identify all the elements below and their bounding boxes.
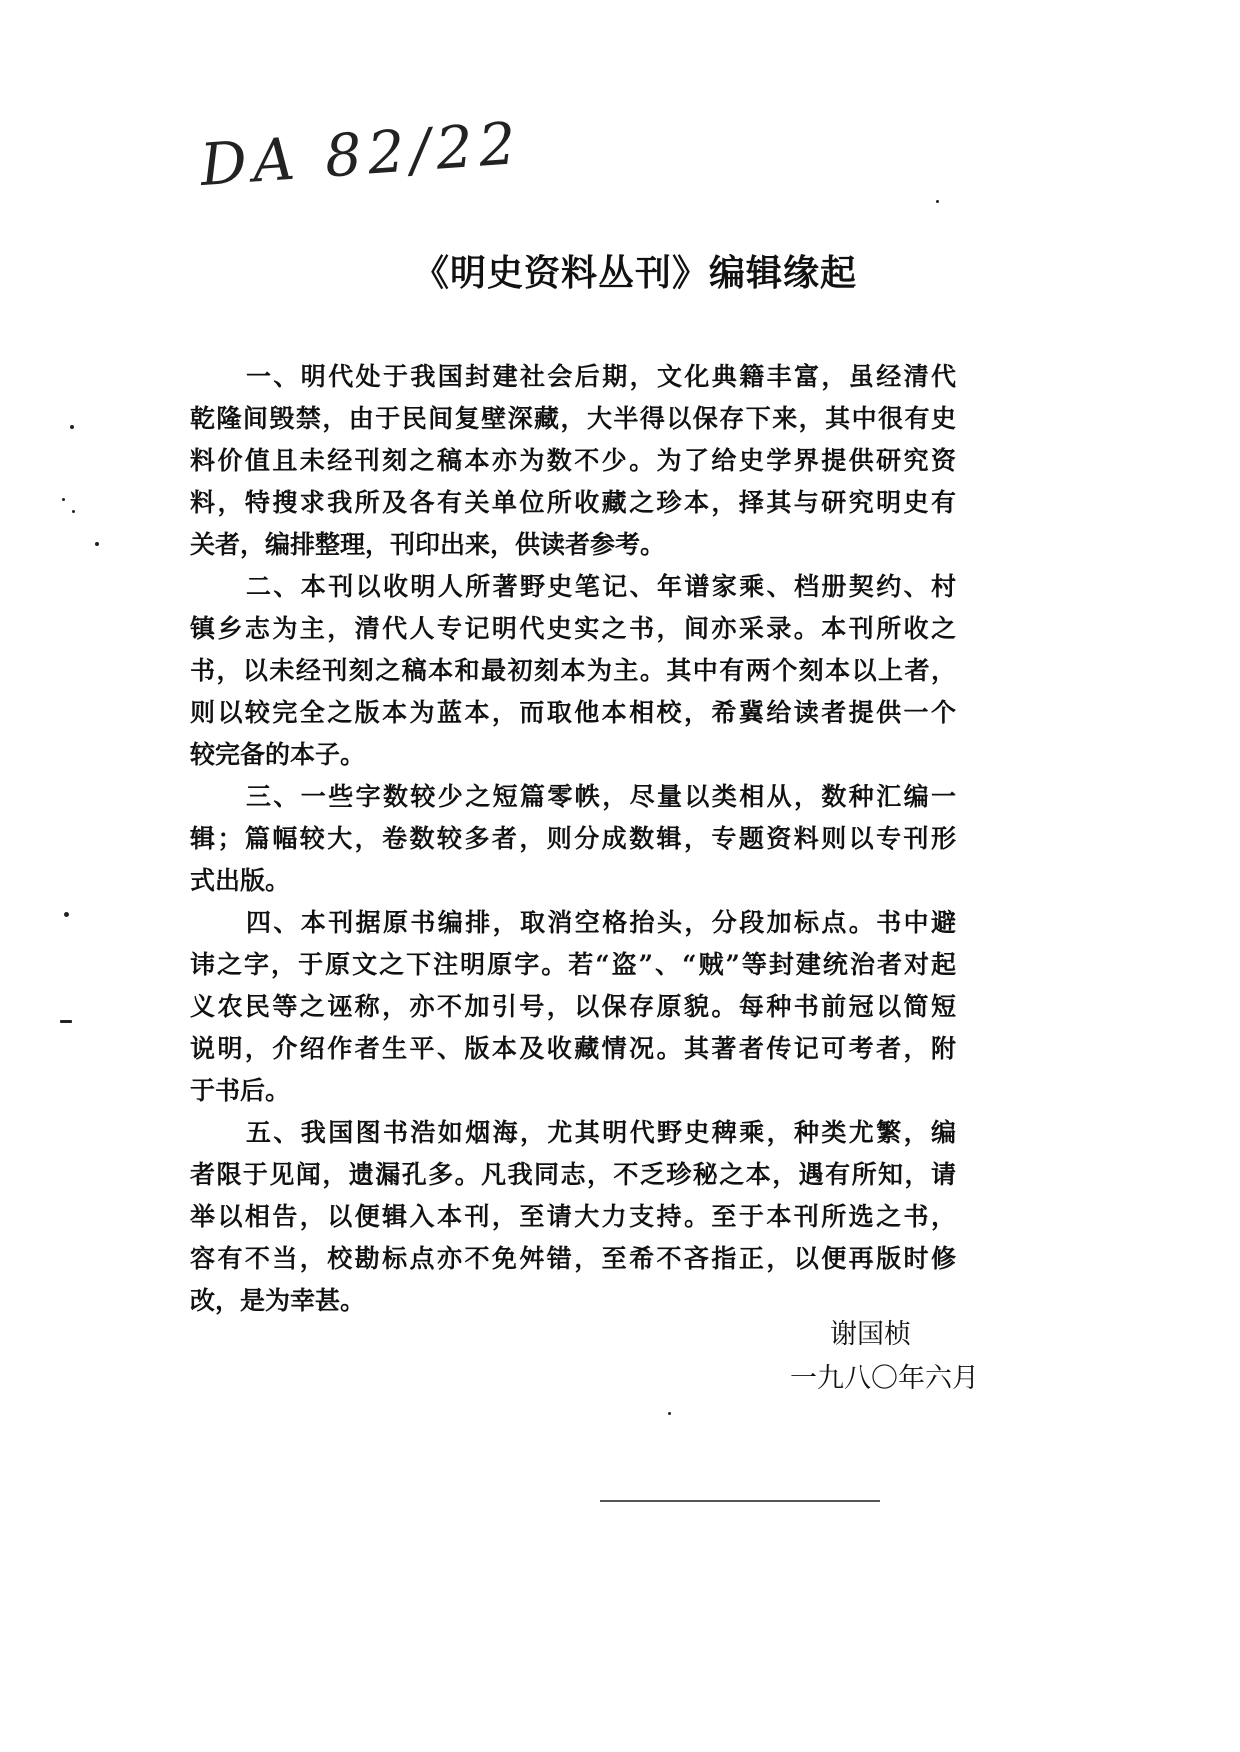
scan-speck xyxy=(64,912,69,917)
paragraph-line: 五、我国图书浩如烟海，尤其明代野史稗乘，种类尤繁，编 xyxy=(246,1118,956,1147)
paragraph-line: 容有不当，校勘标点亦不免舛错，至希不吝指正，以便再版时修 xyxy=(190,1244,956,1273)
paragraph-line: 讳之字，于原文之下注明原字。若“盗”、“贼”等封建统治者对起 xyxy=(190,950,956,979)
signature-date: 一九八〇年六月 xyxy=(790,1363,979,1394)
paragraph-line: 举以相告，以便辑入本刊，至请大力支持。至于本刊所选之书， xyxy=(190,1202,956,1231)
document-title: 《明史资料丛刊》编辑缘起 xyxy=(412,252,857,294)
scan-edge-line xyxy=(600,1500,880,1502)
document-body xyxy=(190,356,956,1322)
paragraph-line: 关者，编排整理，刊印出来，供读者参考。 xyxy=(190,530,666,559)
paragraph-line: 四、本刊据原书编排，取消空格抬头，分段加标点。书中避 xyxy=(246,908,956,937)
paragraph-line: 料价值且未经刊刻之稿本亦为数不少。为了给史学界提供研究资 xyxy=(190,446,956,475)
paragraph-line: 三、一些字数较少之短篇零帙，尽量以类相从，数种汇编一 xyxy=(246,782,956,811)
paragraph-line: 料，特搜求我所及各有关单位所收藏之珍本，择其与研究明史有 xyxy=(190,488,956,517)
paragraph-line: 义农民等之诬称，亦不加引号，以保存原貌。每种书前冠以简短 xyxy=(190,992,956,1021)
scan-speck xyxy=(668,1412,671,1415)
paragraph-line: 者限于见闻，遗漏孔多。凡我同志，不乏珍秘之本，遇有所知，请 xyxy=(190,1160,956,1189)
paragraph-line: 说明，介绍作者生平、版本及收藏情况。其著者传记可考者，附 xyxy=(190,1034,956,1063)
scan-speck xyxy=(95,542,99,546)
paragraph-line: 书，以未经刊刻之稿本和最初刻本为主。其中有两个刻本以上者， xyxy=(190,656,956,685)
paragraph-line: 改，是为幸甚。 xyxy=(190,1286,366,1315)
handwritten-catalog-note: DA 82/22 xyxy=(198,108,524,200)
scan-speck xyxy=(60,1020,72,1023)
author-signature: 谢国桢 xyxy=(830,1319,911,1350)
scan-speck xyxy=(72,510,75,513)
paragraph-line: 于书后。 xyxy=(190,1076,291,1105)
paragraph-line: 一、明代处于我国封建社会后期，文化典籍丰富，虽经清代 xyxy=(246,362,956,391)
paragraph-line: 较完备的本子。 xyxy=(190,740,366,769)
paragraph-line: 则以较完全之版本为蓝本，而取他本相校，希冀给读者提供一个 xyxy=(190,698,956,727)
scan-speck xyxy=(62,498,65,501)
paragraph-line: 二、本刊以收明人所著野史笔记、年谱家乘、档册契约、村 xyxy=(246,572,956,601)
paragraph-line: 镇乡志为主，清代人专记明代史实之书，间亦采录。本刊所收之 xyxy=(190,614,956,643)
paragraph-line: 辑；篇幅较大，卷数较多者，则分成数辑，专题资料则以专刊形 xyxy=(190,824,956,853)
paragraph-line: 式出版。 xyxy=(190,866,291,895)
paragraph-line: 乾隆间毁禁，由于民间复壁深藏，大半得以保存下来，其中很有史 xyxy=(190,404,956,433)
scan-speck xyxy=(936,200,939,203)
scan-speck xyxy=(70,425,74,429)
